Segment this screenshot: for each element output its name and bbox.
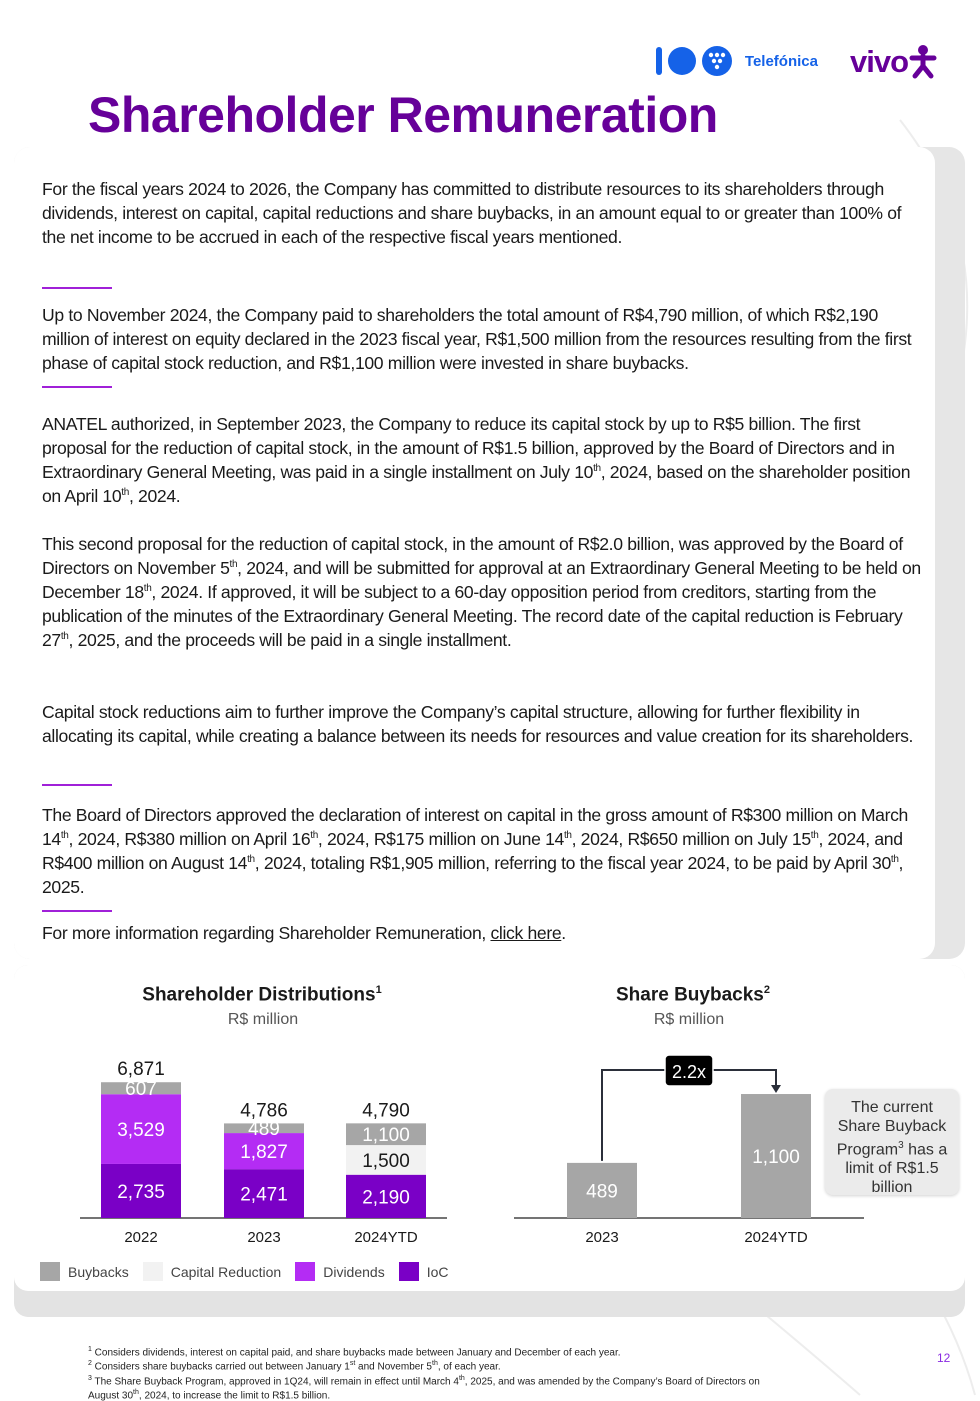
distributions-title-text: Shareholder Distributions	[142, 984, 376, 1006]
footnote-2-text-2: and November 5	[355, 1361, 432, 1373]
proposal-sup-2: th	[143, 583, 152, 595]
legend-item-dividends	[295, 1262, 384, 1281]
legend-swatch-dividends	[295, 1262, 315, 1281]
legend-item-capital-reduction	[143, 1262, 282, 1281]
ioc-sup-3: th	[563, 830, 572, 842]
buyback-program-callout	[825, 1089, 959, 1195]
more-info-period: .	[561, 923, 566, 943]
ioc-text-7: , 2025.	[42, 853, 904, 897]
footnote-3	[88, 1373, 788, 1401]
commitment-paragraph: For the fiscal years 2024 to 2026, the Company has committed to distribute resources to its shareholders through dividends, interest on capital, capital reductions and share buybacks, in an amount equal to or greater than 100% of the net income to be accrued in each of the respective fiscal years mentioned.	[42, 179, 902, 247]
label-dividends-2022: 3,529	[117, 1120, 165, 1142]
ioc-sup-2: th	[310, 830, 318, 842]
x-tick-2022: 2022	[124, 1229, 158, 1246]
callout-text-1: The current Share Buyback Program	[836, 1099, 947, 1159]
footnote-2-sup-2: th	[432, 1360, 438, 1368]
legend-swatch-ioc	[399, 1262, 419, 1281]
proposal-sup-3: th	[60, 631, 69, 643]
growth-arrowhead	[771, 1085, 781, 1093]
footnote-1-text: Considers dividends, interest on capital paid, and share buybacks made between January and December of each year.	[91, 1347, 621, 1359]
distributions-title-sup: 1	[375, 984, 382, 996]
x-tick-2024ytd: 2024YTD	[354, 1229, 418, 1246]
vivo-wordmark: vivo	[849, 43, 908, 79]
anatel-sup-2: th	[121, 487, 129, 499]
footnote-2-text-3: , of each year.	[437, 1361, 501, 1373]
capital-structure-paragraph: Capital stock reductions aim to further improve the Company’s capital structure, allowing for further flexibility in allocating its capital, while creating a balance between its needs for resources and value creation for its shareholders.	[42, 702, 914, 746]
label-dividends-2023: 1,827	[240, 1142, 288, 1164]
click-here-link[interactable]: click here	[490, 923, 562, 943]
proposal-text-3: , 2024. If approved, it will be subject to a 60-day opposition period from creditors, starting from the publication of the minutes of the Extraordinary General Meeting. The record date of the capital reduction is February 27	[42, 582, 903, 650]
more-info-text: For more information regarding Shareholder Remuneration,	[42, 923, 491, 943]
anatel-sup-1: th	[593, 463, 601, 475]
proposal-text-4: , 2025, and the proceeds will be paid in a single installment.	[68, 630, 512, 650]
footnote-3-mark: 3	[88, 1374, 92, 1382]
ioc-text-3: , 2024, R$175 million on June 14	[317, 829, 564, 849]
telefonica-wordmark: Telefónica	[744, 52, 818, 70]
label-buybacks-2022: 607	[125, 1079, 157, 1101]
legend-label-dividends: Dividends	[323, 1263, 385, 1280]
label-buybacks-2024ytd: 1,100	[362, 1125, 410, 1147]
footnotes	[88, 1344, 788, 1401]
footnote-3-text-3: , 2024, to increase the limit to R$1.5 billion.	[138, 1390, 331, 1401]
proposal-text-1: This second proposal for the reduction of capital stock, in the amount of R$2.0 billion, was approved by the Board of Directors on November 5	[42, 534, 903, 578]
payments-paragraph: Up to November 2024, the Company paid to shareholders the total amount of R$4,790 million, of which R$2,190 million of interest on equity declared in the 2023 fiscal year, R$1,500 million from the resources resulting from the first phase of capital stock reduction, and R$1,100 million were invested in share buybacks.	[42, 305, 912, 373]
anatel-text-1: ANATEL authorized, in September 2023, the Company to reduce its capital stock by up to R$5 billion. The first proposal for the reduction of capital stock, in the amount of R$1.5 billion, approved by the Board of Directors and in Extraordinary General Meeting, was paid in a single installment on July 10	[42, 414, 895, 482]
ioc-text-5: , 2024, and R$400 million on August 14	[42, 829, 903, 873]
label-ioc-2024ytd: 2,190	[362, 1187, 410, 1209]
footnote-2-mark: 2	[88, 1360, 92, 1368]
growth-badge-label: 2.2x	[671, 1062, 707, 1082]
legend-label-buybacks: Buybacks	[68, 1263, 129, 1280]
callout-sup: 3	[898, 1140, 904, 1151]
total-label-2024ytd: 4,790	[362, 1100, 410, 1122]
label-ioc-2023: 2,471	[240, 1184, 288, 1206]
footnote-3-text-2: , 2025, and was amended by the Company’s Board of Directors on August 30	[88, 1375, 760, 1401]
anatel-text-2: , 2024, based on the shareholder position on April 10	[42, 462, 911, 506]
buyback-label-2024ytd: 1,100	[752, 1147, 800, 1169]
callout-text-2: has a limit of R$1.5 billion	[845, 1141, 948, 1197]
footnote-2	[88, 1358, 788, 1372]
buyback-x-tick-2023: 2023	[585, 1229, 619, 1246]
page-title: Shareholder Remuneration	[88, 87, 718, 143]
ioc-text-4: , 2024, R$650 million on July 15	[571, 829, 811, 849]
buyback-label-2023: 489	[586, 1181, 618, 1203]
x-tick-2023: 2023	[247, 1229, 281, 1246]
buybacks-title-text: Share Buybacks	[616, 984, 764, 1006]
label-ioc-2022: 2,735	[117, 1181, 165, 1203]
ioc-sup-4: th	[810, 830, 819, 842]
buybacks-chart-subtitle: R$ million	[653, 1011, 725, 1028]
page-number: 12	[937, 1351, 951, 1365]
legend-item-buybacks	[40, 1262, 129, 1281]
label-buybacks-2023: 489	[248, 1119, 280, 1141]
footnote-2-text-1: Considers share buybacks carried out between January 1	[91, 1361, 350, 1373]
ioc-text-6: , 2024, totaling R$1,905 million, referring to the fiscal year 2024, to be paid by April 30	[254, 853, 891, 873]
legend-swatch-buybacks	[40, 1262, 60, 1281]
footnote-3-text-1: The Share Buyback Program, approved in 1Q24, will remain in effect until March 4	[91, 1375, 459, 1387]
ioc-text-2: , 2024, R$380 million on April 16	[68, 829, 311, 849]
ioc-text-1: The Board of Directors approved the declaration of interest on capital in the gross amount of R$300 million on March 14	[42, 805, 908, 849]
legend-swatch-capital-reduction	[143, 1262, 163, 1281]
total-label-2022: 6,871	[117, 1059, 165, 1081]
ioc-sup-5: th	[247, 854, 255, 866]
distributions-legend	[40, 1262, 455, 1281]
proposal-text-2: , 2024, and will be submitted for approval at an Extraordinary General Meeting to be held on December 18	[42, 558, 921, 602]
anatel-text-3: , 2024.	[128, 486, 181, 506]
footnote-3-sup-2: th	[133, 1388, 139, 1396]
distributions-chart-subtitle: R$ million	[227, 1011, 299, 1028]
label-capital-reduction-2024ytd: 1,500	[362, 1150, 410, 1172]
footnote-1-mark: 1	[88, 1346, 92, 1353]
buyback-x-tick-2024ytd: 2024YTD	[744, 1229, 808, 1246]
legend-item-ioc	[399, 1262, 449, 1281]
legend-label-ioc: IoC	[426, 1263, 449, 1280]
footnote-1	[88, 1344, 788, 1358]
ioc-sup-1: th	[60, 830, 69, 842]
proposal-sup-1: th	[229, 559, 238, 571]
footnote-2-sup-1: st	[349, 1360, 356, 1368]
legend-label-capital-reduction: Capital Reduction	[170, 1263, 282, 1280]
footnote-3-sup-1: th	[458, 1374, 465, 1382]
total-label-2023: 4,786	[240, 1100, 288, 1122]
buybacks-title-sup: 2	[763, 984, 770, 996]
ioc-sup-6: th	[890, 854, 899, 866]
